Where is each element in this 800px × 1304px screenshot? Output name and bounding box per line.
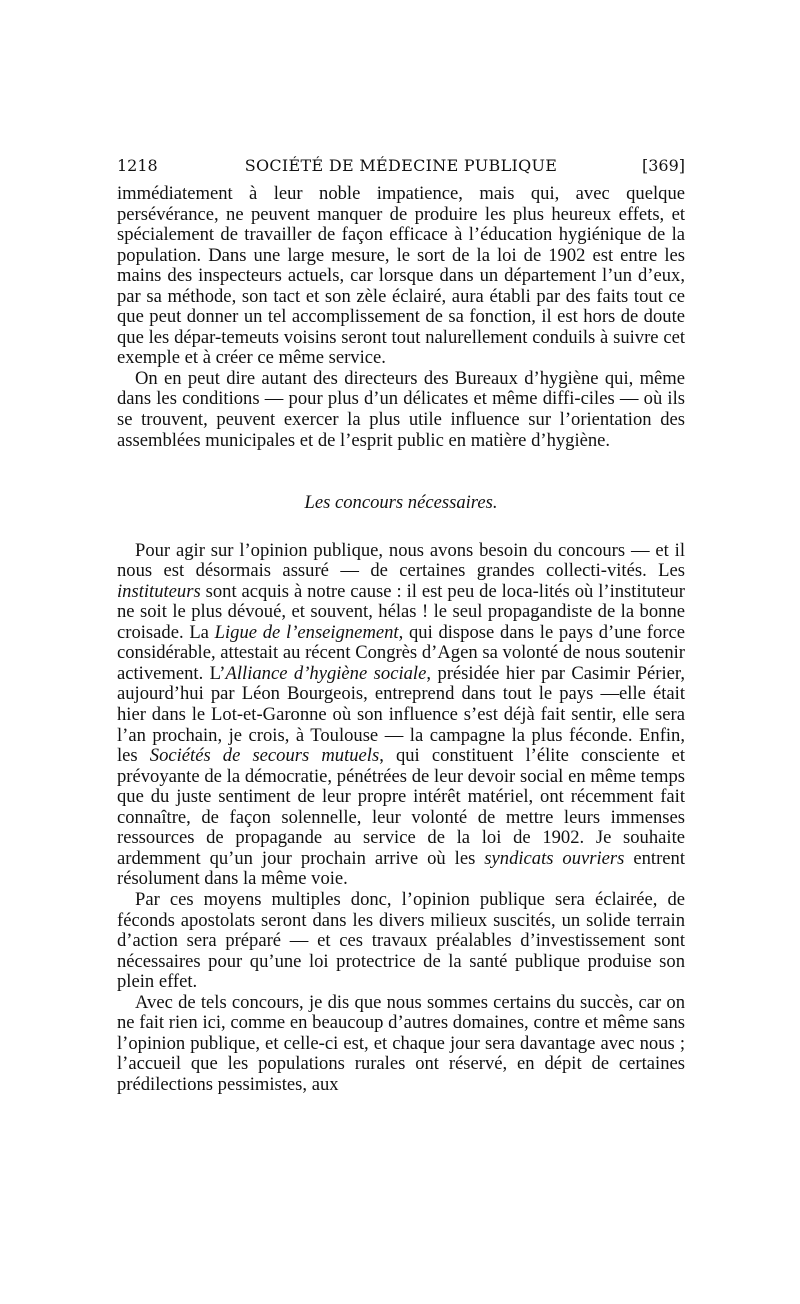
paragraph-4: Par ces moyens multiples donc, l’opinion publique sera éclairée, de féconds apostolats seront dans les divers milieux suscités, un solide terrain d’action sera préparé — et ces travaux préalables d’investissement sont nécessaires pour qu’une loi protectrice de la santé publique produise son plein effet. bbox=[117, 888, 685, 993]
running-header bbox=[117, 154, 685, 178]
paragraph-3-text: sont acquis à notre cause : il est peu de loca-lités où l’instituteur ne soit le plus dévoué, et souvent, hélas ! le seul propagandiste de la bonne croisade. La bbox=[117, 580, 685, 643]
paragraph-3 bbox=[117, 541, 685, 890]
emphasis-instituteurs: instituteurs bbox=[117, 580, 201, 602]
page-number: 1218 bbox=[117, 156, 158, 175]
running-title: SOCIÉTÉ DE MÉDECINE PUBLIQUE bbox=[244, 156, 558, 175]
emphasis-societes: Sociétés de secours mutuels bbox=[149, 745, 380, 767]
paragraph-2: On en peut dire autant des directeurs des Bureaux d’hygiène qui, même dans les conditions — pour plus d’un délicates et même diffi-ciles — où ils se trouvent, peuvent exercer la plus utile influence sur l’orientation des assemblées municipales et de l’esprit public en matière d’hygiène. bbox=[117, 367, 685, 451]
emphasis-alliance: Alliance d’hygiène sociale bbox=[225, 662, 427, 684]
body-text bbox=[117, 184, 685, 1095]
paragraph-3-text: , qui constituent l’élite consciente et prévoyante de la démocratie, pénétrées de leur devoir social en même temps que du juste sentiment de leur propre intérêt matériel, ont récemment fait connaître, de façon solennelle, leur volonté de mettre leurs immenses ressources de propagande au service de la loi de 1902. Je souhaite ardemment qu’un jour prochain arrive où les bbox=[117, 745, 685, 869]
paragraph-1: immédiatement à leur noble impatience, mais qui, avec quelque persévérance, ne peuvent manquer de produire les plus heureux effets, et spécialement de travailler de façon efficace à l’éducation hygiénique de la population. Dans une large mesure, le sort de la loi de 1902 est entre les mains des inspecteurs actuels, car lorsque dans un département l’un d’eux, par sa méthode, son tact et son zèle éclairé, aura établi par des faits tout ce que peut donner un tel accomplissement de sa fonction, il est hors de doute que les dépar-temeuts voisins seront tout nalurellement conduils à suivre cet exemple et à créer ce même service. bbox=[117, 183, 685, 369]
emphasis-ligue: Ligue de l’enseignement bbox=[214, 621, 399, 643]
paragraph-3-text: Pour agir sur l’opinion publique, nous avons besoin du concours — et il nous est désormais assuré — de certaines grandes collecti-vités. Les bbox=[117, 539, 685, 582]
section-title: Les concours nécessaires. bbox=[304, 492, 498, 514]
bracketed-page-number: [369] bbox=[641, 156, 685, 175]
spacer bbox=[117, 514, 685, 541]
emphasis-syndicats: syndicats ouvriers bbox=[484, 847, 625, 869]
paragraph-5: Avec de tels concours, je dis que nous sommes certains du succès, car on ne fait rien ici, comme en beaucoup d’autres domaines, contre et même sans l’opinion publique, et celle-ci est, et chaque jour sera davantage avec nous ; l’accueil que les populations rurales ont réservé, en dépit de certaines prédilections pessimistes, aux bbox=[117, 991, 685, 1095]
paragraph-3-text: , présidée hier par Casimir Périer, aujourd’hui par Léon Bourgeois, entreprend dans tout le pays —elle était hier dans le Lot-et-Garonne où son influence s’est déjà fait sentir, elle sera l’an prochain, je crois, à Toulouse — la campagne la plus féconde. Enfin, les bbox=[117, 662, 685, 767]
paragraph-3-text: , qui dispose dans le pays d’une force considérable, attestait au récent Congrès d’Agen sa volonté de nous soutenir activement. L’ bbox=[117, 621, 685, 684]
spacer bbox=[117, 451, 685, 493]
paragraph-3-text: entrent résolument dans la même voie. bbox=[117, 847, 685, 890]
